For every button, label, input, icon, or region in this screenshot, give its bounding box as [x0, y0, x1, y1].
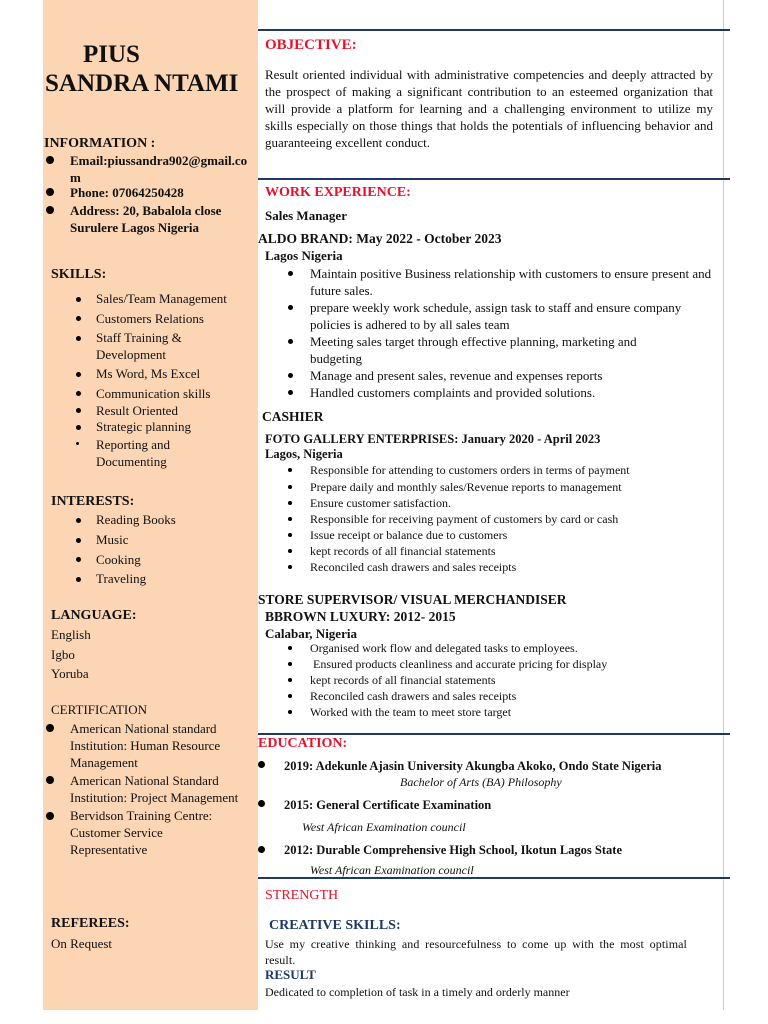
duty-item: Handled customers complaints and provided solutions.	[310, 385, 596, 400]
bullet-icon	[76, 316, 81, 321]
bullet-icon	[288, 305, 293, 310]
job-company: ALDO BRAND: May 2022 - October 2023	[258, 231, 502, 246]
certification-item: Bervidson Training Centre: Customer Service Representative	[70, 808, 213, 857]
bullet-icon	[76, 408, 81, 413]
education-school: 2015: General Certificate Examination	[284, 798, 492, 812]
objective-heading: OBJECTIVE:	[265, 37, 357, 53]
job-location: Lagos, Nigeria	[265, 447, 343, 461]
education-award: Bachelor of Arts (BA) Philosophy	[400, 775, 562, 789]
bullet-icon	[288, 533, 292, 537]
job-title: Sales Manager	[265, 208, 347, 223]
bullet-icon	[288, 373, 293, 378]
bullet-icon	[76, 372, 81, 377]
duty-item: Prepare daily and monthly sales/Revenue reports to management	[310, 480, 622, 494]
bullet-icon	[288, 517, 292, 521]
duty-item: Organised work flow and delegated tasks to employees.	[310, 641, 578, 655]
bullet-icon	[288, 501, 292, 505]
bullet-icon	[46, 776, 54, 784]
objective-text: Result oriented individual with administrative competencies and deeply attracted by the prospect of making a significant contribution to an esteemed organization that will provide a platform for learning and a challenging environment to utilize my skills especially on those things that holds the potentials of influencing behavior and guaranteeing excellent conduct.	[265, 67, 713, 150]
skill-item: Reporting and Documenting	[96, 437, 171, 469]
referees-heading: REFEREES:	[51, 916, 130, 931]
name-first: PIUS	[83, 41, 140, 68]
duty-item: kept records of all financial statements	[310, 544, 496, 558]
bullet-icon	[258, 761, 265, 768]
certification-heading: CERTIFICATION	[51, 702, 147, 717]
interest-item: Reading Books	[96, 512, 176, 527]
bullet-icon	[288, 549, 292, 553]
language-heading: LANGUAGE:	[51, 608, 137, 623]
bullet-icon	[288, 565, 292, 569]
duty-item: Ensured products cleanliness and accurate pricing for display	[310, 657, 608, 671]
duty-item: Meeting sales target through effective planning, marketing and budgeting	[310, 334, 637, 366]
bullet-icon	[288, 468, 292, 472]
bullet-icon	[76, 297, 81, 302]
bullet-icon	[258, 800, 265, 807]
education-school: 2012: Durable Comprehensive High School, Ikotun Lagos State	[284, 843, 622, 857]
bullet-icon	[76, 538, 81, 543]
duty-item: prepare weekly work schedule, assign task to staff and ensure company policies is adhered to by all sales team	[310, 300, 682, 332]
bullet-icon	[46, 724, 54, 732]
creative-skills-text: Use my creative thinking and resourcefulness to come up with the most optimal result.	[265, 937, 687, 967]
bullet-icon	[76, 425, 81, 430]
bullet-icon	[258, 846, 265, 853]
certification-item: American National standard Institution: Human Resource Management	[70, 721, 221, 770]
bullet-icon	[46, 206, 54, 214]
section-rule	[258, 877, 730, 879]
job-company: FOTO GALLERY ENTERPRISES: January 2020 - April 2023	[265, 432, 601, 446]
duty-item: Responsible for receiving payment of customers by card or cash	[310, 512, 619, 526]
job-title: CASHIER	[262, 409, 324, 424]
bullet-icon	[46, 188, 54, 196]
name-full: SANDRA NTAMI	[45, 70, 239, 97]
bullet-icon	[76, 391, 81, 396]
bullet-icon	[46, 156, 54, 164]
skill-item: Sales/Team Management	[96, 291, 227, 306]
interest-item: Cooking	[96, 552, 141, 567]
creative-skills-heading: CREATIVE SKILLS:	[269, 918, 401, 933]
bullet-icon	[288, 339, 293, 344]
bullet-icon	[46, 812, 54, 820]
interest-item: Music	[96, 532, 129, 547]
certification-item: American National Standard Institution: Project Management	[70, 773, 239, 805]
skill-item: Communication skills	[96, 386, 211, 401]
info-address: Address: 20, Babalola close Surulere Lagos Nigeria	[70, 203, 222, 235]
bullet-icon	[288, 710, 292, 714]
duty-item: Manage and present sales, revenue and expenses reports	[310, 368, 603, 383]
skill-item: Ms Word, Ms Excel	[96, 366, 201, 381]
bullet-icon	[288, 694, 292, 698]
language-item: Yoruba	[51, 666, 89, 681]
duty-item: Maintain positive Business relationship with customers to ensure present and future sales.	[310, 266, 712, 298]
bullet-icon	[288, 678, 292, 682]
duty-item: Worked with the team to meet store target	[310, 705, 512, 719]
bullet-icon	[76, 557, 81, 562]
job-location: Lagos Nigeria	[265, 248, 343, 263]
skill-item: Result Oriented	[96, 403, 178, 418]
interests-heading: INTERESTS:	[51, 494, 135, 509]
bullet-icon	[288, 662, 292, 666]
section-rule	[258, 178, 730, 180]
result-text: Dedicated to completion of task in a timely and orderly manner	[265, 985, 570, 999]
job-location: Calabar, Nigeria	[265, 626, 357, 641]
interest-item: Traveling	[96, 571, 147, 586]
duty-item: Reconciled cash drawers and sales receipts	[310, 689, 517, 703]
bullet-icon	[288, 271, 293, 276]
information-heading: INFORMATION :	[44, 136, 156, 151]
duty-item: Responsible for attending to customers orders in terms of payment	[310, 463, 630, 477]
bullet-icon	[288, 390, 293, 395]
referees-value: On Request	[51, 936, 113, 951]
info-email: Email:piussandra902@gmail.com	[70, 153, 248, 185]
skill-item: Customers Relations	[96, 311, 204, 326]
duty-item: Ensure customer satisfaction.	[310, 496, 451, 510]
skill-item: Strategic planning	[96, 419, 191, 434]
info-phone: Phone: 07064250428	[70, 185, 184, 200]
bullet-icon	[288, 646, 292, 650]
bullet-icon	[76, 577, 81, 582]
result-heading: RESULT	[265, 967, 316, 982]
section-rule	[258, 733, 730, 735]
job-company: BBROWN LUXURY: 2012- 2015	[265, 609, 456, 624]
language-item: English	[51, 627, 91, 642]
skills-heading: SKILLS:	[51, 267, 107, 282]
education-award: West African Examination council	[310, 863, 474, 877]
section-rule	[258, 29, 730, 31]
duty-item: kept records of all financial statements	[310, 673, 496, 687]
education-heading: EDUCATION:	[258, 736, 348, 751]
language-item: Igbo	[51, 647, 75, 662]
strength-heading: STRENGTH	[265, 888, 339, 903]
bullet-icon	[76, 442, 79, 445]
duty-item: Reconciled cash drawers and sales receipts	[310, 560, 517, 574]
job-title: STORE SUPERVISOR/ VISUAL MERCHANDISER	[258, 592, 567, 607]
bullet-icon	[76, 336, 81, 341]
work-experience-heading: WORK EXPERIENCE:	[265, 185, 411, 200]
bullet-icon	[288, 485, 292, 489]
education-school: 2019: Adekunle Ajasin University Akungba Akoko, Ondo State Nigeria	[284, 759, 662, 773]
education-award: West African Examination council	[302, 820, 466, 834]
skill-item: Staff Training & Development	[96, 330, 182, 362]
bullet-icon	[76, 518, 81, 523]
duty-item: Issue receipt or balance due to customers	[310, 528, 508, 542]
